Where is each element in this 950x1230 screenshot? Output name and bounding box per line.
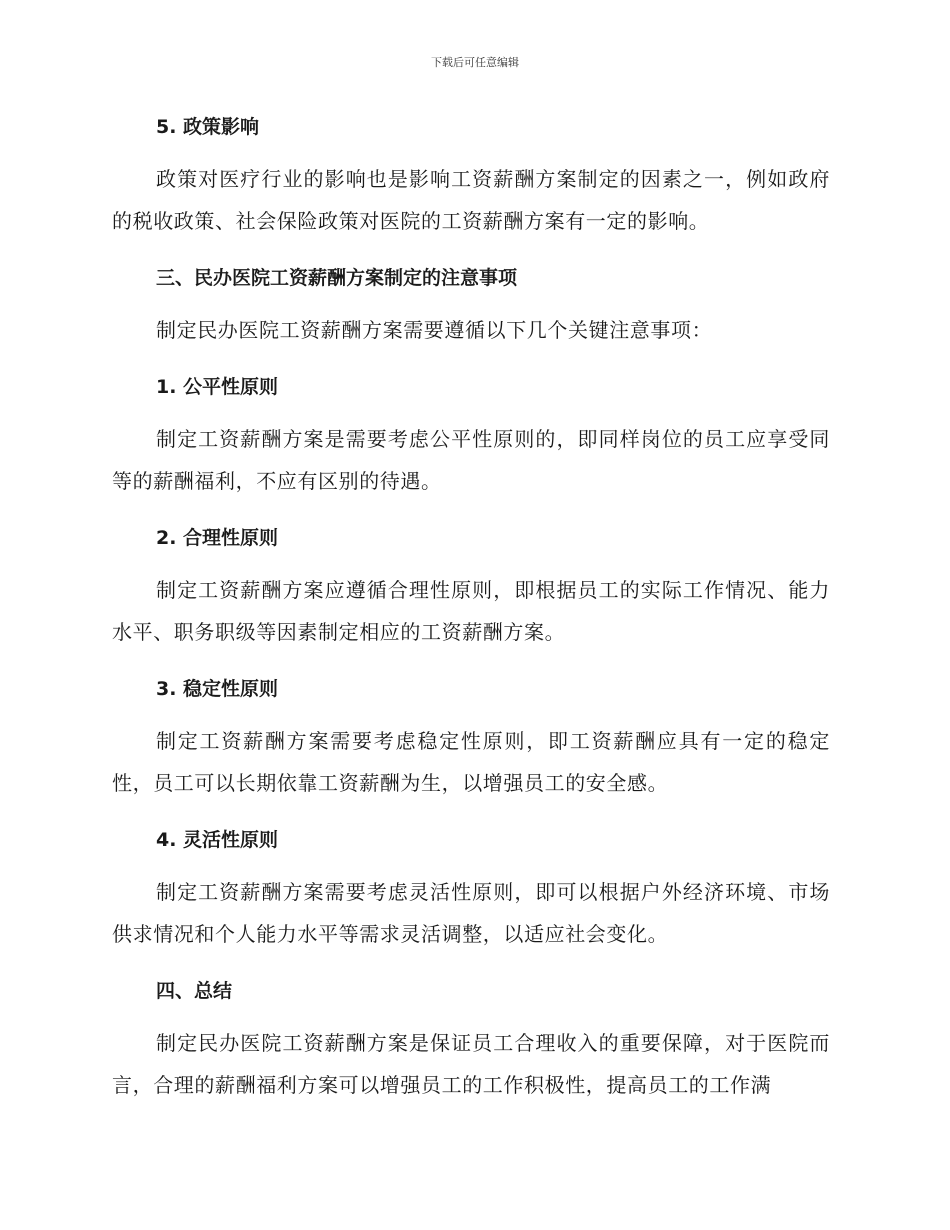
- paragraph-fairness: 制定工资薪酬方案是需要考虑公平性原则的，即同样岗位的员工应享受同等的薪酬福利，不应有区别的待遇。: [112, 427, 830, 493]
- paragraph-summary: 制定民办医院工资薪酬方案是保证员工合理收入的重要保障，对于医院而言，合理的薪酬福利方案可以增强员工的工作积极性，提高员工的工作满: [112, 1031, 830, 1097]
- paragraph-policy-impact: 政策对医疗行业的影响也是影响工资薪酬方案制定的因素之一，例如政府的税收政策、社会保险政策对医院的工资薪酬方案有一定的影响。: [112, 167, 830, 233]
- paragraph-flexibility: 制定工资薪酬方案需要考虑灵活性原则，即可以根据户外经济环境、市场供求情况和个人能力水平等需求灵活调整，以适应社会变化。: [112, 880, 830, 946]
- section-heading-rationality: 2. 合理性原则: [156, 527, 279, 549]
- section-heading-summary: 四、总结: [156, 980, 233, 1002]
- section-heading-stability: 3. 稳定性原则: [156, 678, 279, 700]
- page-header: 下载后可任意编辑: [431, 56, 519, 69]
- section-heading-flexibility: 4. 灵活性原则: [156, 829, 279, 851]
- section-heading-policy-impact: 5. 政策影响: [156, 116, 260, 138]
- section-heading-precautions: 三、民办医院工资薪酬方案制定的注意事项: [156, 267, 518, 289]
- paragraph-rationality: 制定工资薪酬方案应遵循合理性原则，即根据员工的实际工作情况、能力水平、职务职级等因素制定相应的工资薪酬方案。: [112, 578, 830, 644]
- paragraph-stability: 制定工资薪酬方案需要考虑稳定性原则，即工资薪酬应具有一定的稳定性，员工可以长期依靠工资薪酬为生，以增强员工的安全感。: [112, 729, 830, 795]
- paragraph-precautions-intro: 制定民办医院工资薪酬方案需要遵循以下几个关键注意事项：: [156, 318, 713, 342]
- section-heading-fairness: 1. 公平性原则: [156, 376, 279, 398]
- document-body: [112, 110, 830, 1106]
